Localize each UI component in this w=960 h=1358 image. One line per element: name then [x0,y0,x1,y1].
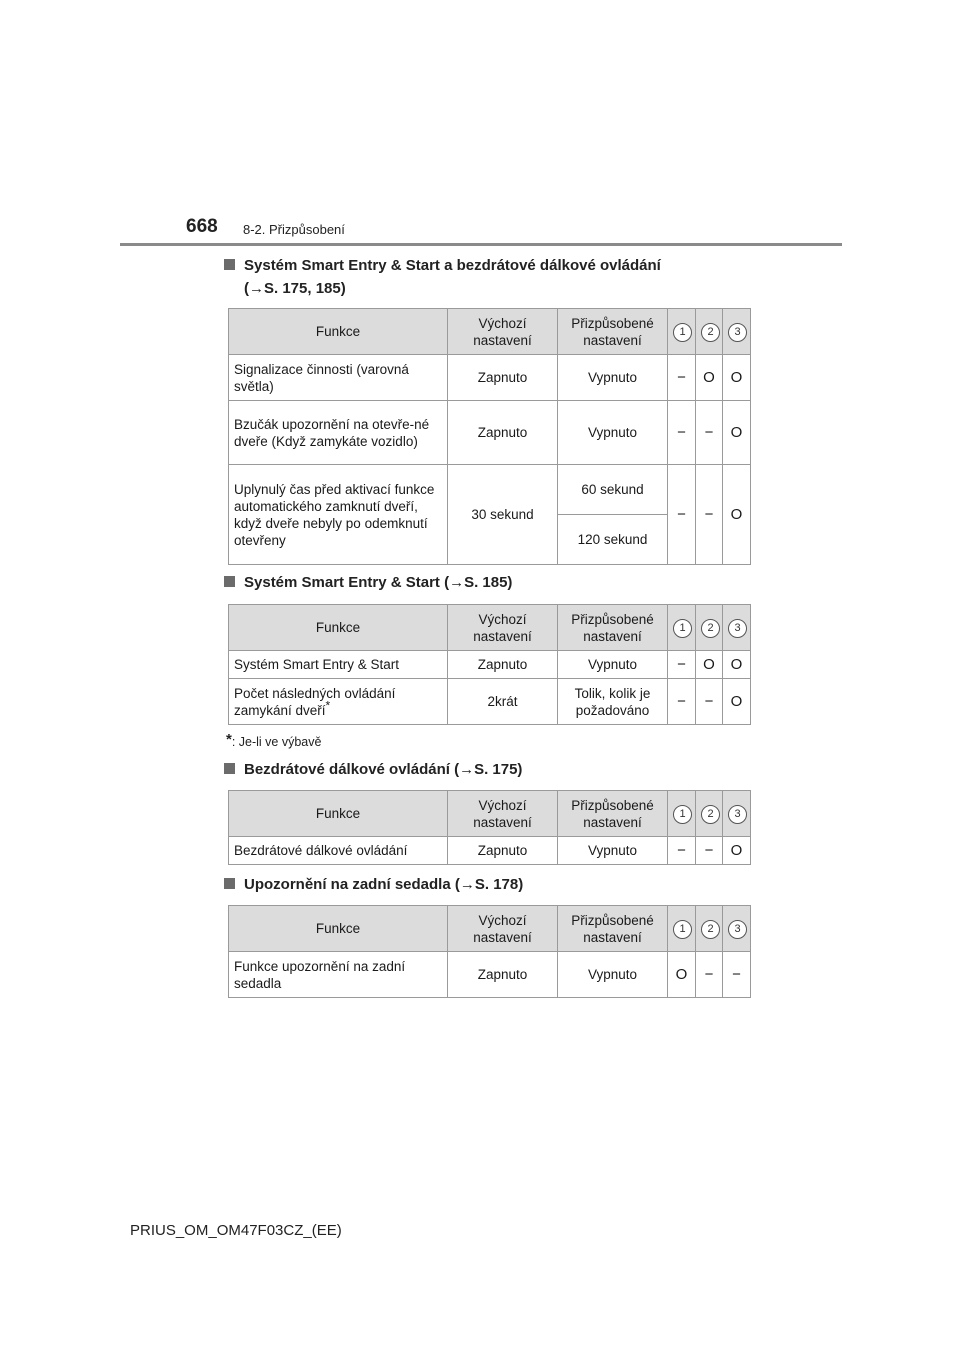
cell-default: 2krát [448,679,558,725]
cell-m1: − [668,651,696,679]
cell-funkce: Bzučák upozornění na otevře-né dveře (Když zamykáte vozidlo) [229,401,448,465]
cell-m3: O [723,837,751,865]
circled-1-icon: 1 [673,920,692,939]
cell-m3: O [723,679,751,725]
table-row [229,401,751,465]
cell-funkce: Funkce upozornění na zadní sedadla [229,952,448,998]
square-bullet-icon [224,576,235,587]
col-default: Výchozí nastavení [448,791,558,837]
cell-default: Zapnuto [448,651,558,679]
table-header-row [229,906,751,952]
page-number: 668 [186,216,218,237]
cell-custom: 60 sekund [558,465,668,515]
col-funkce: Funkce [229,791,448,837]
cell-custom: 120 sekund [558,515,668,565]
cell-m2: − [696,401,723,465]
cell-m2: O [696,651,723,679]
col-default: Výchozí nastavení [448,605,558,651]
table-row [229,952,751,998]
document-id: PRIUS_OM_OM47F03CZ_(EE) [130,1222,342,1239]
col-custom: Přizpůsobené nastavení [558,906,668,952]
footnote-mark: * [325,698,331,712]
table-row [229,465,751,515]
cell-m2: − [696,465,723,565]
cell-m1: − [668,837,696,865]
cell-m3: O [723,465,751,565]
footnote-text: : Je-li ve výbavě [231,735,322,749]
cell-m1: O [668,952,696,998]
cell-m2: − [696,837,723,865]
settings-table-2 [228,604,751,725]
circled-3-icon: 3 [728,805,747,824]
square-bullet-icon [224,763,235,774]
col-custom: Přizpůsobené nastavení [558,791,668,837]
col-funkce: Funkce [229,605,448,651]
circled-1-icon: 1 [673,619,692,638]
cell-default: Zapnuto [448,837,558,865]
cell-custom: Vypnuto [558,401,668,465]
cell-funkce: Počet následných ovládání zamykání dveří* [229,679,448,725]
circled-2-icon: 2 [701,805,720,824]
col-custom: Přizpůsobené nastavení [558,605,668,651]
cell-funkce: Uplynulý čas před aktivací funkce automatického zamknutí dveří, když dveře nebyly po odemknutí otevřeny [229,465,448,565]
section-heading-smart-entry: Systém Smart Entry & Start (→S. 185) [224,571,512,594]
square-bullet-icon [224,878,235,889]
header-rule [120,243,842,246]
col-default: Výchozí nastavení [448,309,558,355]
cell-funkce: Signalizace činnosti (varovná světla) [229,355,448,401]
settings-table-1 [228,308,751,565]
circled-3-icon: 3 [728,920,747,939]
cell-m1: − [668,401,696,465]
section-heading-remote: Bezdrátové dálkové ovládání (→S. 175) [224,758,522,781]
col-funkce: Funkce [229,906,448,952]
cell-custom: Vypnuto [558,651,668,679]
cell-m1: − [668,465,696,565]
footnote-mark: * [226,731,232,748]
cell-m2: − [696,679,723,725]
circled-1-icon: 1 [673,323,692,342]
table-row [229,355,751,401]
cell-default: 30 sekund [448,465,558,565]
cell-m1: − [668,679,696,725]
cell-custom: Vypnuto [558,952,668,998]
table-row [229,679,751,725]
section-heading-rear-seat: Upozornění na zadní sedadla (→S. 178) [224,873,523,896]
cell-m3: O [723,651,751,679]
table-row [229,651,751,679]
circled-2-icon: 2 [701,920,720,939]
table-header-row [229,605,751,651]
circled-2-icon: 2 [701,619,720,638]
cell-default: Zapnuto [448,952,558,998]
table-header-row [229,791,751,837]
circled-2-icon: 2 [701,323,720,342]
cell-funkce: Bezdrátové dálkové ovládání [229,837,448,865]
table-row [229,837,751,865]
circled-3-icon: 3 [728,323,747,342]
cell-custom: Vypnuto [558,355,668,401]
settings-table-4 [228,905,751,998]
cell-funkce: Systém Smart Entry & Start [229,651,448,679]
section-heading-smart-entry-remote: Systém Smart Entry & Start a bezdrátové dálkové ovládání (→S. 175, 185) [224,254,661,300]
col-funkce: Funkce [229,309,448,355]
cell-m2: O [696,355,723,401]
cell-default: Zapnuto [448,401,558,465]
cell-m3: − [723,952,751,998]
cell-default: Zapnuto [448,355,558,401]
col-custom: Přizpůsobené nastavení [558,309,668,355]
cell-m3: O [723,401,751,465]
cell-custom: Tolik, kolik je požadováno [558,679,668,725]
settings-table-3 [228,790,751,865]
square-bullet-icon [224,259,235,270]
cell-custom: Vypnuto [558,837,668,865]
cell-m2: − [696,952,723,998]
circled-1-icon: 1 [673,805,692,824]
cell-m1: − [668,355,696,401]
cell-m3: O [723,355,751,401]
col-default: Výchozí nastavení [448,906,558,952]
table-header-row [229,309,751,355]
circled-3-icon: 3 [728,619,747,638]
chapter-title: 8-2. Přizpůsobení [243,222,345,237]
footnote [226,731,321,749]
